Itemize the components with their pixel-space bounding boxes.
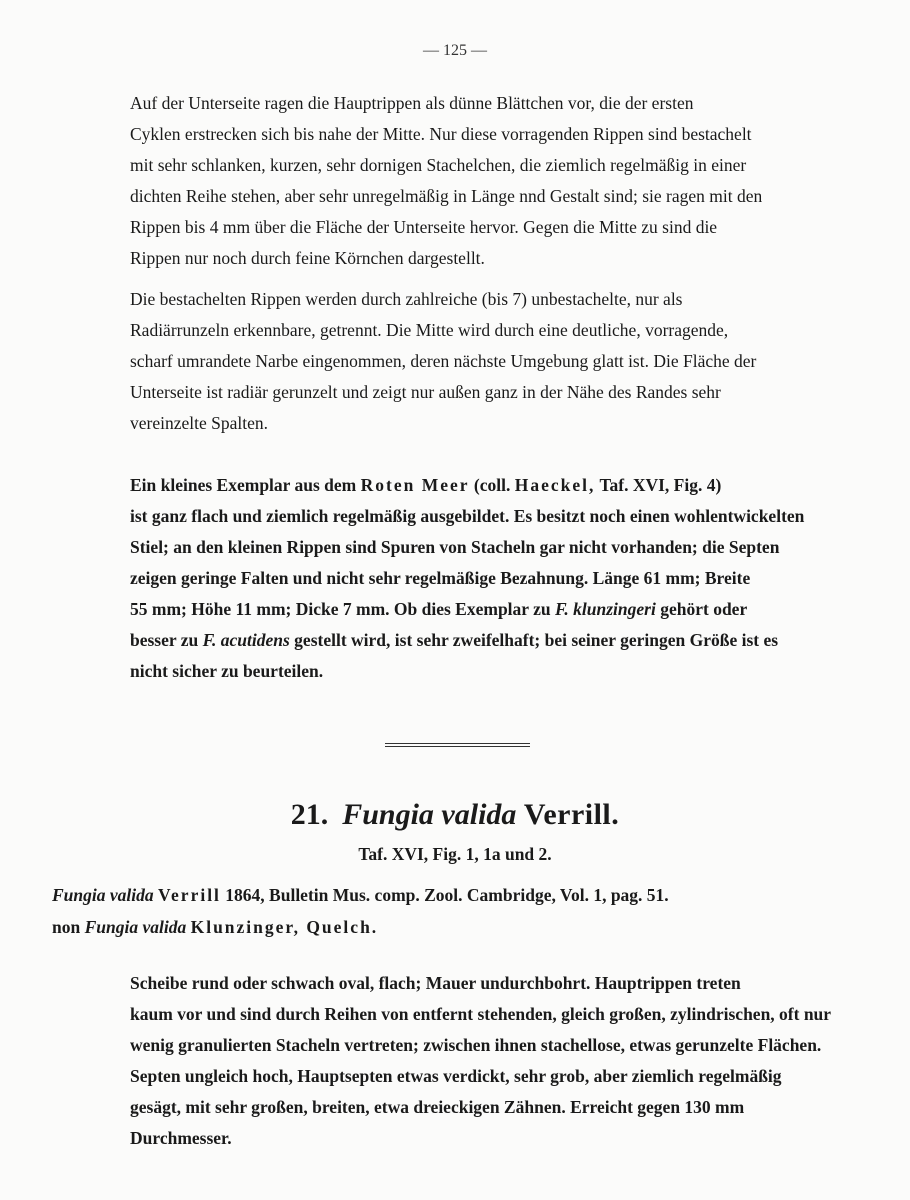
text-line [52, 470, 860, 501]
text-line: Rippen nur noch durch feine Körnchen dargestellt. [130, 248, 485, 268]
text-line [52, 594, 860, 625]
text-line: Scheibe rund oder schwach oval, flach; Mauer undurchbohrt. Hauptrippen treten [130, 973, 741, 993]
text-line: gesägt, mit sehr großen, breiten, etwa dreieckigen Zähnen. Erreicht gegen 130 mm [130, 1097, 745, 1117]
species-name: Fungia valida [342, 798, 517, 831]
text-line: vereinzelte Spalten. [130, 413, 268, 433]
collector-name: Haeckel, [514, 475, 596, 495]
text-line: Die bestachelten Rippen werden durch zahlreiche (bis 7) unbestachelte, nur als [130, 289, 683, 309]
text-line: zeigen geringe Falten und nicht sehr regelmäßige Bezahnung. Länge 61 mm; Breite [130, 568, 751, 588]
text-line: Auf der Unterseite ragen die Hauptrippen als dünne Blättchen vor, die der ersten [130, 93, 694, 113]
text-line: dichten Reihe stehen, aber sehr unregelmäßig in Länge nnd Gestalt sind; sie ragen mit den [130, 186, 763, 206]
author-name: Klunzinger, Quelch. [190, 917, 379, 937]
synonymy-entry [52, 880, 860, 910]
section-number: 21. [290, 798, 329, 831]
paragraph-underside-ribs [52, 88, 860, 274]
text-line: Cyklen erstrecken sich bis nahe der Mitte. Nur diese vorragenden Rippen sind bestachelt [130, 124, 752, 144]
text-segment: non [52, 917, 81, 937]
taxon-name: Fungia valida [84, 917, 187, 937]
text-line: wenig granulierten Stacheln vertreten; zwischen ihnen stachellose, etwas gerunzelte Flächen. [130, 1035, 822, 1055]
text-segment: Ein kleines Exemplar aus dem [130, 475, 357, 495]
text-line: Radiärrunzeln erkennbare, getrennt. Die Mitte wird durch eine deutliche, vorragende, [130, 320, 729, 340]
text-line: Stiel; an den kleinen Rippen sind Spuren von Stacheln gar nicht vorhanden; die Septen [130, 537, 780, 557]
text-segment: (coll. [473, 475, 511, 495]
paragraph-description [52, 968, 860, 1154]
taxon-name: F. acutidens [202, 630, 290, 650]
text-line: ist ganz flach und ziemlich regelmäßig ausgebildet. Es besitzt noch einen wohlentwickelten [130, 506, 805, 526]
paragraph-red-sea-specimen [52, 470, 860, 687]
text-segment: besser zu [130, 630, 199, 650]
text-line: Rippen bis 4 mm über die Fläche der Unterseite hervor. Gegen die Mitte zu sind die [130, 217, 718, 237]
text-segment: gehört oder [660, 599, 748, 619]
text-line: Unterseite ist radiär gerunzelt und zeigt nur außen ganz in der Nähe des Randes sehr [130, 382, 721, 402]
text-line: kaum vor und sind durch Reihen von entfernt stehenden, gleich großen, zylindrischen, oft nur [130, 1004, 832, 1024]
locality-name: Roten Meer [360, 475, 470, 495]
page-number: — 125 — [423, 42, 487, 59]
text-line: nicht sicher zu beurteilen. [130, 661, 324, 681]
text-line [52, 625, 860, 656]
taxon-name: F. klunzingeri [555, 599, 656, 619]
paragraph-spined-ribs [52, 284, 860, 439]
text-line: Durchmesser. [130, 1128, 232, 1148]
synonymy-entry [52, 912, 860, 942]
plate-reference: Taf. XVI, Fig. 1, 1a und 2. [358, 844, 552, 864]
citation: 1864, Bulletin Mus. comp. Zool. Cambridge, Vol. 1, pag. 51. [225, 885, 669, 905]
text-segment: gestellt wird, ist sehr zweifelhaft; bei seiner geringen Größe ist es [294, 630, 779, 650]
text-line: scharf umrandete Narbe eingenommen, deren nächste Umgebung glatt ist. Die Fläche der [130, 351, 757, 371]
taxon-name: Fungia valida [52, 885, 154, 905]
author-name: Verrill [158, 885, 221, 905]
species-author: Verrill. [523, 798, 620, 831]
text-line: mit sehr schlanken, kurzen, sehr dornigen Stachelchen, die ziemlich regelmäßig in einer [130, 155, 747, 175]
text-line: Septen ungleich hoch, Hauptsepten etwas verdickt, sehr grob, aber ziemlich regelmäßig [130, 1066, 782, 1086]
section-heading [0, 798, 910, 832]
text-segment: 55 mm; Höhe 11 mm; Dicke 7 mm. Ob dies Exemplar zu [130, 599, 551, 619]
text-segment: Taf. XVI, Fig. 4) [599, 475, 722, 495]
section-divider [385, 743, 530, 747]
